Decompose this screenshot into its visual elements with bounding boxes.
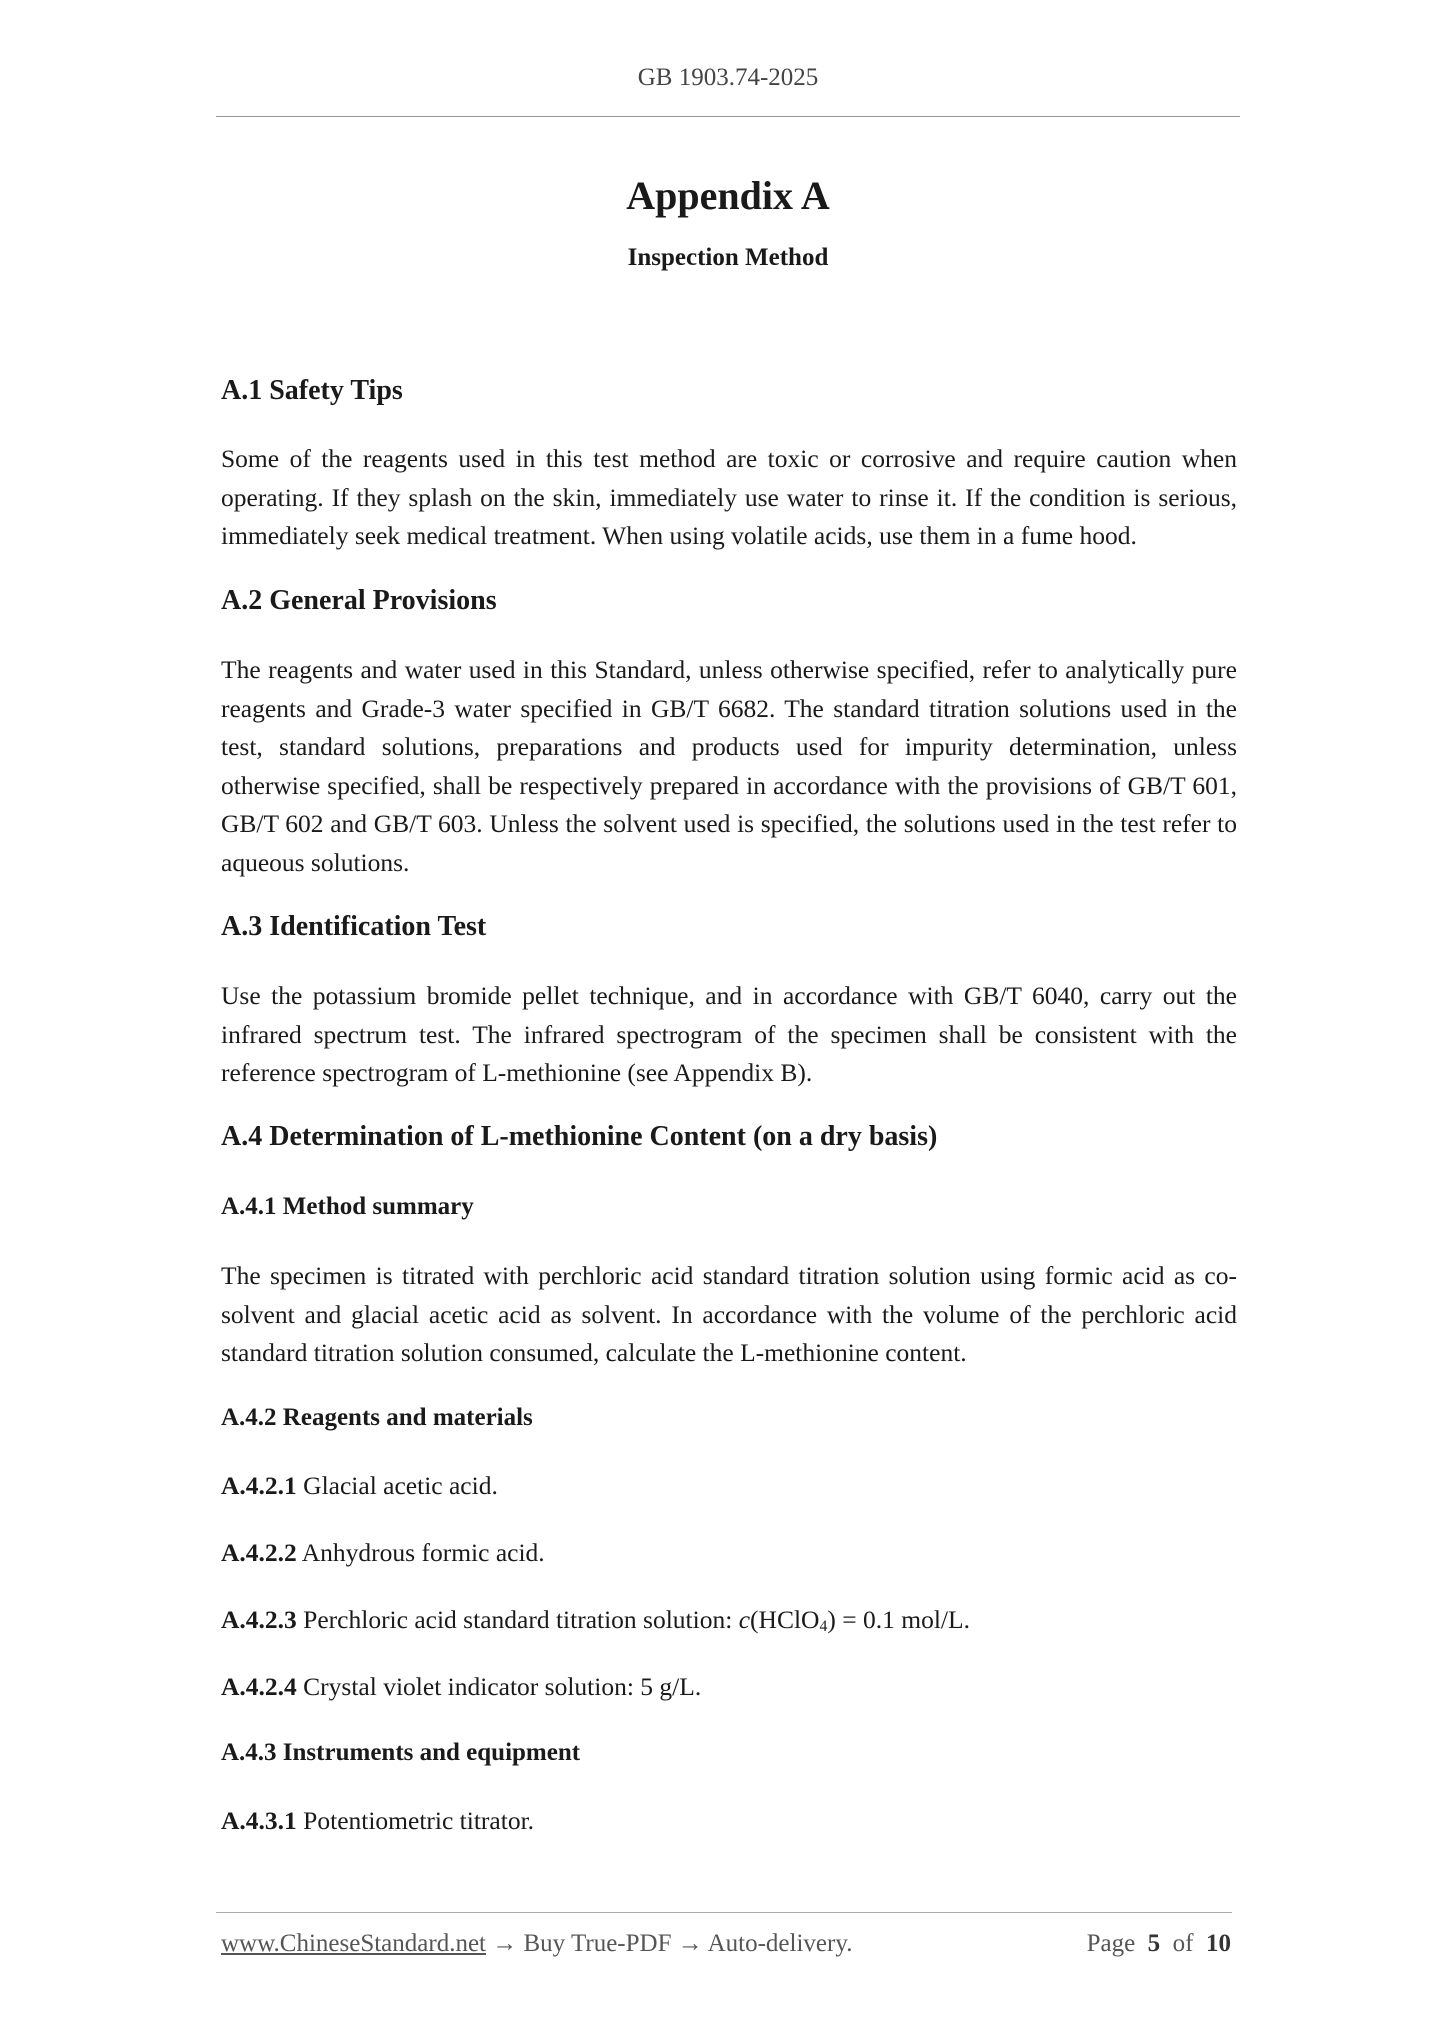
header-divider	[216, 116, 1240, 117]
page-word: Page	[1086, 1930, 1136, 1957]
subsection-heading-a43: A.4.3 Instruments and equipment	[221, 1739, 581, 1766]
section-heading-a1: A.1 Safety Tips	[221, 375, 403, 406]
page-total: 10	[1206, 1930, 1231, 1957]
section-heading-a4: A.4 Determination of L-methionine Content (on a dry basis)	[221, 1121, 938, 1152]
list-item	[221, 1538, 545, 1568]
list-item	[221, 1605, 970, 1635]
subsection-body-a41: The specimen is titrated with perchloric acid standard titration solution using formic acid as co-solvent and glacial acetic acid as solvent. In accordance with the volume of the perchloric acid standard titration solution consumed, calculate the L-methionine content.	[221, 1261, 1237, 1367]
formula-close: ) = 0.1 mol/L.	[827, 1605, 970, 1634]
item-text: Perchloric acid standard titration solution:	[303, 1605, 739, 1634]
item-number: A.4.2.1	[221, 1471, 297, 1500]
item-text: Glacial acetic acid.	[303, 1471, 498, 1500]
section-heading-a3: A.3 Identification Test	[221, 911, 487, 942]
site-link[interactable]: www.ChineseStandard.net	[221, 1930, 486, 1957]
footer-promo	[221, 1930, 852, 1958]
item-number: A.4.2.2	[221, 1538, 297, 1567]
list-item	[221, 1672, 701, 1702]
section-body-a2: The reagents and water used in this Standard, unless otherwise specified, refer to analytically pure reagents and Grade-3 water specified in GB/T 6682. The standard titration solutions used in the test, standard solutions, preparations and products used for impurity determination, unless otherwise specified, shall be respectively prepared in accordance with the provisions of GB/T 601, GB/T 602 and GB/T 603. Unless the solvent used is specified, the solutions used in the test refer to aqueous solutions.	[221, 655, 1237, 877]
formula-open: (HClO	[750, 1605, 820, 1634]
formula-subscript: 4	[819, 1618, 828, 1636]
section-body-a3: Use the potassium bromide pellet technique, and in accordance with GB/T 6040, carry out the infrared spectrum test. The infrared spectrogram of the specimen shall be consistent with the reference spectrogram of L-methionine (see Appendix B).	[221, 981, 1237, 1087]
subsection-heading-a41: A.4.1 Method summary	[221, 1193, 474, 1220]
item-text: Crystal violet indicator solution: 5 g/L.	[303, 1672, 702, 1701]
header-standard-code: GB 1903.74-2025	[637, 64, 819, 91]
formula-symbol: c	[738, 1605, 751, 1634]
section-body-a1: Some of the reagents used in this test method are toxic or corrosive and require caution when operating. If they splash on the skin, immediately use water to rinse it. If the condition is serious, immediately seek medical treatment. When using volatile acids, use them in a fume hood.	[221, 444, 1237, 550]
delivery-text: Auto-delivery.	[707, 1930, 853, 1957]
page-current: 5	[1147, 1930, 1161, 1957]
appendix-subtitle: Inspection Method	[627, 244, 829, 271]
item-number: A.4.3.1	[221, 1806, 297, 1835]
item-text: Anhydrous formic acid.	[301, 1538, 545, 1567]
item-number: A.4.2.4	[221, 1672, 297, 1701]
page-indicator	[1087, 1930, 1231, 1958]
footer-divider	[216, 1912, 1232, 1913]
list-item	[221, 1471, 498, 1501]
section-heading-a2: A.2 General Provisions	[221, 585, 497, 616]
of-word: of	[1172, 1930, 1194, 1957]
list-item	[221, 1806, 534, 1836]
arrow-icon: →	[677, 1930, 703, 1957]
subsection-heading-a42: A.4.2 Reagents and materials	[221, 1404, 533, 1431]
item-number: A.4.2.3	[221, 1605, 297, 1634]
buy-text: Buy True-PDF	[523, 1930, 672, 1957]
arrow-icon: →	[492, 1930, 518, 1957]
appendix-title: Appendix A	[626, 173, 830, 218]
item-text: Potentiometric titrator.	[303, 1806, 535, 1835]
